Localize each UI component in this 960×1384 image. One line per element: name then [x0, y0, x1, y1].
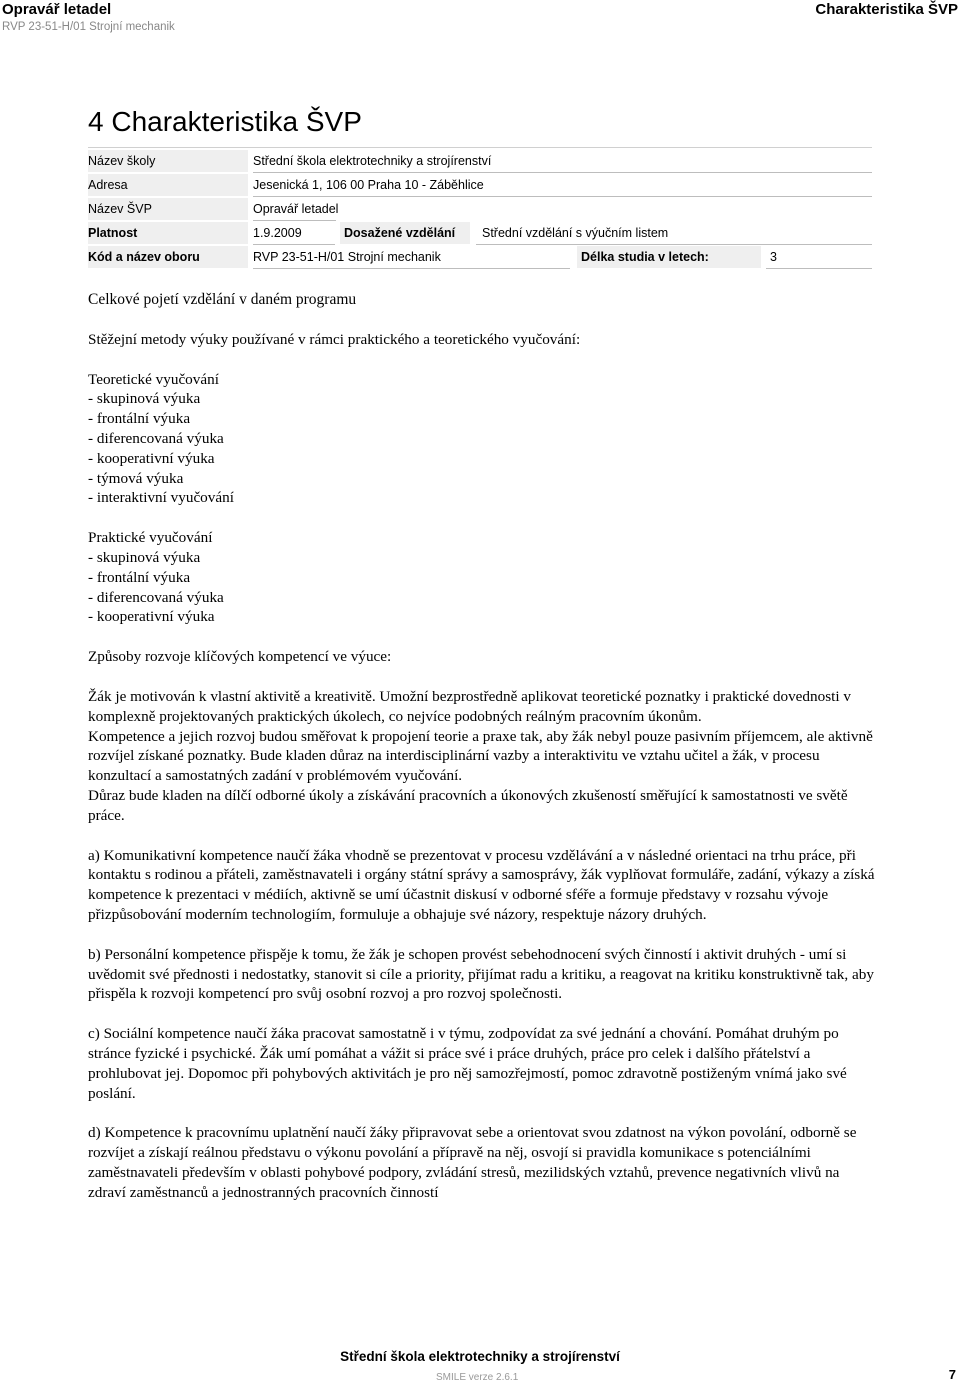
svp-label: Název ŠVP — [88, 198, 248, 220]
address-value: Jesenická 1, 106 00 Praha 10 - Záběhlice — [253, 178, 484, 192]
paragraph: Žák je motivován k vlastní aktivitě a kreativitě. Umožní bezprostředně aplikovat teoretické poznatky i praktické dovednosti v komplexně projektovaných praktických úkolech, co nejvíce podobných reálným pracovním úkonům. — [88, 687, 851, 725]
school-value: Střední škola elektrotechniky a strojírenství — [253, 154, 492, 168]
address-label: Adresa — [88, 174, 248, 196]
row-rule — [766, 268, 872, 269]
document-title: Opravář letadel — [2, 1, 112, 18]
paragraph-personal: b) Personální kompetence přispěje k tomu, že žák je schopen provést sebehodnocení svých činností i aktivit druhých - umí si uvědomit své přednosti i nedostatky, stanovit si cíle a priority, přijímat radu a kritiku, a reagovat na kritiku konstruktivně tak, aby přispěla k rozvoji kompetencí pro svůj osobní rozvoj a pro rozvoj společnosti. — [88, 945, 874, 1003]
list-item: - diferencovaná výuka — [88, 429, 224, 447]
row-rule — [253, 244, 335, 245]
list-item: - skupinová výuka — [88, 390, 201, 408]
validity-value: 1.9.2009 — [253, 226, 302, 240]
list-item: - kooperativní výuka — [88, 608, 215, 626]
info-row-svp — [88, 198, 872, 222]
svp-value: Opravář letadel — [253, 202, 339, 216]
paragraph: Kompetence a jejich rozvoj budou směřovat k propojení teorie a praxe tak, aby žák nebyl pouze pasivním příjemcem, ale aktivně rozvíjel získané poznatky. Bude kladen důraz na interdisciplinární vazby a interaktivitu ve vztahu učitel a žák, v procesu konzultací a samostatných zadání v problémovém vyučování. — [88, 727, 873, 785]
paragraph: Důraz bude kladen na dílčí odborné úkoly a získávání pracovních a úkonových zkušeností směřující k samostatnosti ve světě práce. — [88, 786, 848, 824]
row-rule — [253, 196, 872, 197]
row-rule — [476, 244, 872, 245]
list-item: - frontální výuka — [88, 568, 191, 586]
info-row-field — [88, 246, 872, 270]
row-rule — [253, 220, 336, 221]
theory-title: Teoretické vyučování — [88, 370, 219, 388]
section-header-title: Charakteristika ŠVP — [815, 1, 958, 18]
competences-title: Způsoby rozvoje klíčových kompetencí ve výuce: — [88, 648, 392, 666]
info-row-address — [88, 174, 872, 198]
field-value: RVP 23-51-H/01 Strojní mechanik — [253, 250, 441, 264]
validity-label: Platnost — [88, 222, 248, 244]
document-subtitle: RVP 23-51-H/01 Strojní mechanik — [2, 21, 175, 33]
footer-school: Střední škola elektrotechniky a strojírenství — [340, 1349, 620, 1364]
section-title: Celkové pojetí vzdělání v daném programu — [88, 291, 357, 308]
info-table — [88, 147, 872, 270]
list-item: - diferencovaná výuka — [88, 588, 224, 606]
school-label: Název školy — [88, 150, 248, 172]
list-item: - frontální výuka — [88, 410, 191, 428]
row-rule — [253, 268, 570, 269]
footer-version: SMILE verze 2.6.1 — [436, 1372, 519, 1383]
paragraph-communicative: a) Komunikativní kompetence naučí žáka vhodně se prezentovat v procesu vzdělávání a v následné orientaci na trhu práce, při kontaktu s rodinou a přáteli, zaměstnavateli i orgány státní správy a samosprávy, žák vyplňovat formuláře, zadání, výkazy a získá kompetence k prezentaci v médiích, aktivně se umí účastnit diskusí v odborné sféře a formuje představy v rozsahu vývoje přizpůsobování moderním technologiím, formuluje a obhajuje své názory, respektuje názory druhých. — [88, 846, 875, 923]
paragraph-work: d) Kompetence k pracovnímu uplatnění naučí žáky připravovat sebe a orientovat svou zdatnost na výkon povolání, odborně se rozvíjet a získají reálnou představu o výkonu povolání a přípravě na něj, osvojí si pravidla komunikace s potenciálními zaměstnavateli především v oblasti pohybové podpory, zvládání stresů, mezilidských vztahů, prevence negativních vlivů na zdraví zaměstnanců a jednostranných pracovních činností — [88, 1124, 857, 1201]
list-item: - skupinová výuka — [88, 548, 201, 566]
field-label: Kód a název oboru — [88, 246, 248, 268]
duration-value: 3 — [770, 250, 777, 264]
methods-intro: Stěžejní metody výuky používané v rámci praktického a teoretického vyučování: — [88, 330, 581, 348]
paragraph-social: c) Sociální kompetence naučí žáka pracovat samostatně i v týmu, zodpovídat za své jednání a chování. Pomáhat druhým po stránce fyzické i psychické. Žák umí pomáhat a vážit si práce své i práce druhých, práce pro celek i dalšího přátelství a prohlubovat jej. Dopomoc při pohybových aktivitách je pro něj samozřejmostí, pomoc zdravotně postiženým vnímá jako své poslání. — [88, 1025, 847, 1102]
practice-title: Praktické vyučování — [88, 529, 213, 547]
list-item: - kooperativní výuka — [88, 449, 215, 467]
list-item: - týmová výuka — [88, 469, 184, 487]
list-item: - interaktivní vyučování — [88, 489, 234, 507]
duration-label: Délka studia v letech: — [577, 246, 761, 268]
document-body — [88, 290, 878, 1202]
page-heading: 4 Charakteristika ŠVP — [88, 106, 362, 137]
education-label: Dosažené vzdělání — [340, 222, 470, 244]
page-number: 7 — [948, 1367, 956, 1382]
info-row-validity — [88, 222, 872, 246]
row-rule — [253, 172, 872, 173]
info-row-school — [88, 150, 872, 174]
education-value: Střední vzdělání s výučním listem — [482, 226, 669, 240]
